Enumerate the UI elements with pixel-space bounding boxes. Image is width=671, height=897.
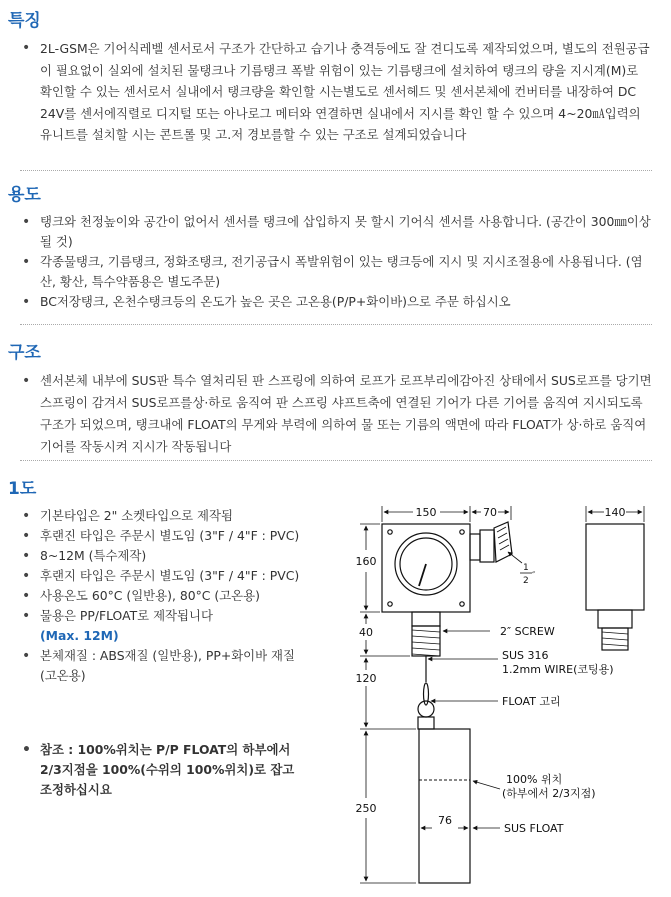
hundred-percent-label: 100% 위치	[506, 773, 563, 786]
float-ring-ball	[418, 701, 434, 717]
features-list	[14, 38, 654, 146]
dim-width-label: 150	[415, 506, 437, 519]
wire-label-1: SUS 316	[502, 649, 549, 662]
sus-float-label: SUS FLOAT	[504, 822, 564, 835]
list-item: • 탱크와 천정높이와 공간이 없어서 센서를 탱크에 삽입하지 못 할시 기어식 센서를 사용합니다. (공간이 300㎜이상 될 것)	[14, 212, 654, 252]
list-item: • 사용온도 60°C (일반용), 80°C (고온용)	[14, 586, 304, 606]
half-inch-den: 2	[523, 576, 529, 586]
screw-hole	[460, 602, 464, 606]
divider	[20, 460, 652, 461]
screw-hole	[388, 530, 392, 534]
half-inch-num: 1	[523, 563, 529, 573]
connector-ribs	[497, 527, 509, 550]
list-item: • 후랜진 타입은 주문시 별도임 (3"F / 4"F : PVC)	[14, 526, 304, 546]
figure1-note-list	[14, 740, 304, 800]
max-length-note: (Max. 12M)	[40, 628, 119, 643]
structure-list	[14, 370, 654, 458]
level-sensor-diagram	[340, 498, 660, 893]
divider	[20, 324, 652, 325]
half-inch-mark: ″	[532, 571, 536, 581]
side-view-neck	[598, 610, 632, 628]
connector-base	[470, 534, 480, 560]
section-title-features: 특징	[8, 11, 41, 31]
list-item: • 기본타입은 2" 소켓타입으로 제작됨	[14, 506, 304, 526]
screw-label: 2″ SCREW	[500, 625, 555, 638]
connector-body	[480, 530, 494, 562]
dim-connector-label: 70	[483, 506, 497, 519]
list-item: • 각종물탱크, 기름탱크, 정화조탱크, 전기공급시 폭발위험이 있는 탱크등에 지시 및 지시조절용에 사용됩니다. (염산, 황산, 특수약품용은 별도주문)	[14, 252, 654, 292]
list-item: • 2L-GSM은 기어식레벨 센서로서 구조가 간단하고 습기나 충격등에도 잘 견디도록 제작되었으며, 별도의 전원공급이 필요없이 실외에 설치된 물탱크나 기름탱크 폭발 위험이 있는 기름탱크에 설치하여 탱크의 량을 지시계(M)로 확인할 수 있는 센서로서 실내에서 탱크량을 확인할 시는별도로 센서헤드 및 센서본체에 컨버터를 내장하여 DC 24V를 센서에직렬로 디지털 또는 아나로그 메터와 연결하면 실내에서 지시를 확인 할 수 있으며 4~20㎃입력의 유니트를 설치할 시는 콘트롤 및 고.저 경보를할 수 있는 구조로 설계되었습니다	[14, 38, 654, 146]
adjustment-note: • 참조 : 100%위치는 P/P FLOAT의 하부에서 2/3지점을 100%(수위의 100%위치)로 잡고 조정하십시요	[14, 740, 304, 800]
list-item: • 본체재질 : ABS재질 (일반용), PP+화이바 재질 (고온용)	[14, 646, 304, 686]
list-item: • 센서본체 내부에 SUS판 특수 열처리된 판 스프링에 의하여 로프가 로프부리에감아진 상태에서 SUS로프를 당기면 스프링이 감겨서 SUS로프를상·하로 움직여 판 스프링 샤프트축에 연결된 기어가 다른 기어를 움직여 지시되도록 구조가 되었으며, 탱크내에 FLOAT의 무게와 부력에 의하여 물 또는 기름의 액면에 따라 FLOAT가 상·하로 움직여 기어를 작동시켜 지시가 작동됩니다	[14, 370, 654, 458]
list-item: • BC저장탱크, 온천수탱크등의 온도가 높은 곳은 고온용(P/P+화이바)으로 주문 하십시오	[14, 292, 654, 312]
divider	[20, 170, 652, 171]
dim-screw-height-label: 40	[359, 626, 373, 639]
dim-wire-length-label: 120	[355, 672, 377, 685]
float-ring-label: FLOAT 고리	[502, 695, 561, 708]
float-connector	[418, 717, 434, 729]
dim-depth-label: 140	[604, 506, 626, 519]
wire-label-2: 1.2mm WIRE(코팅용)	[502, 663, 614, 676]
section-title-structure: 구조	[8, 343, 41, 363]
list-item-text: 물용은 PP/FLOAT로 제작됩니다	[40, 608, 213, 623]
hundred-percent-sub-label: (하부에서 2/3지점)	[502, 787, 596, 800]
dim-body-height-label: 160	[355, 555, 377, 568]
sus-float	[419, 729, 470, 883]
screw-hole	[388, 602, 392, 606]
section-title-figure1: 1도	[8, 479, 37, 499]
dim-float-width-label: 76	[438, 814, 452, 827]
usage-list	[14, 212, 654, 312]
figure1-list	[14, 506, 304, 686]
gauge-needle	[419, 564, 426, 586]
list-item: • 8~12M (특수제작)	[14, 546, 304, 566]
list-item	[14, 606, 304, 646]
section-title-usage: 용도	[8, 185, 41, 205]
screw-hole	[460, 530, 464, 534]
sensor-neck	[412, 612, 440, 626]
dim-float-height-label: 250	[355, 802, 377, 815]
side-view-body	[586, 524, 644, 610]
list-item: • 후랜지 타입은 주문시 별도임 (3"F / 4"F : PVC)	[14, 566, 304, 586]
